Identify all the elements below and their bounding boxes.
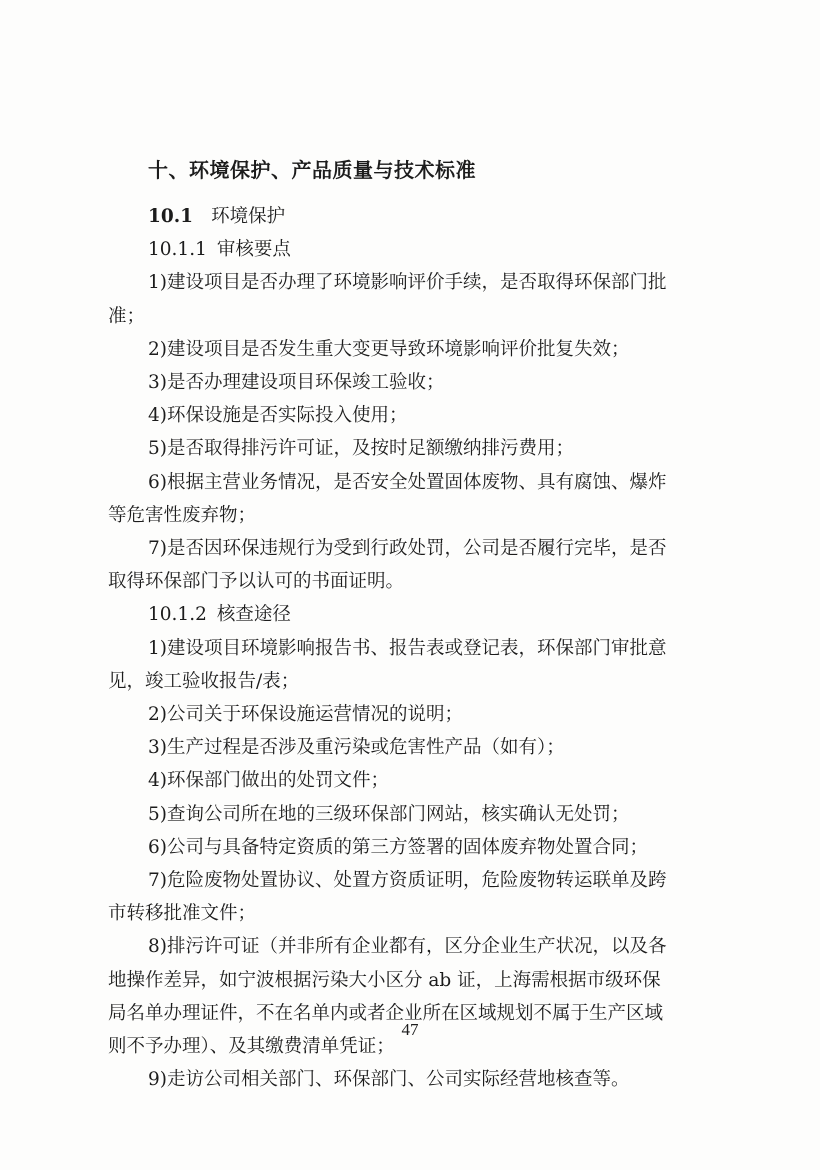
- paragraph-line: 等危害性废弃物；: [108, 504, 257, 526]
- paragraph-line: 9)走访公司相关部门、环保部门、公司实际经营地核查等。: [148, 1069, 630, 1091]
- subsection-number: 10.1.1: [148, 239, 207, 261]
- list-item: [108, 432, 716, 465]
- paragraph-line: 2)建设项目是否发生重大变更导致环境影响评价批复失效；: [148, 338, 630, 360]
- paragraph-line: 6)根据主营业务情况，是否安全处置固体废物、具有腐蚀、爆炸: [148, 471, 667, 493]
- paragraph-line: 局名单办理证件，不在名单内或者企业所在区域规划不属于生产区域: [108, 1002, 664, 1024]
- paragraph-line: 1)建设项目是否办理了环境影响评价手续，是否取得环保部门批: [148, 272, 667, 294]
- list-item: [108, 930, 716, 1063]
- subsection-heading-verification: [108, 598, 716, 631]
- subsection-title: 核查途径: [216, 604, 291, 626]
- section-heading: [108, 200, 716, 233]
- chapter-title: 十、环境保护、产品质量与技术标准: [148, 158, 476, 182]
- list-item: [108, 1063, 716, 1096]
- paragraph-line: 5)是否取得排污许可证，及按时足额缴纳排污费用；: [148, 438, 574, 460]
- list-item: [108, 831, 716, 864]
- section-title: 环境保护: [211, 206, 286, 227]
- list-item: [108, 366, 716, 399]
- list-item: [108, 731, 716, 764]
- paragraph-line: 4)环保部门做出的处罚文件；: [148, 770, 389, 792]
- list-item: [108, 698, 716, 731]
- subsection-heading-review: [108, 233, 716, 266]
- page-number: 47: [401, 1020, 419, 1039]
- paragraph-line: 5)查询公司所在地的三级环保部门网站，核实确认无处罚；: [148, 803, 630, 825]
- paragraph-line: 市转移批准文件；: [108, 903, 257, 925]
- paragraph-line: 7)危险废物处置协议、处置方资质证明，危险废物转运联单及跨: [148, 870, 667, 892]
- list-item: [108, 764, 716, 797]
- paragraph-line: 取得环保部门予以认可的书面证明。: [108, 571, 405, 593]
- list-item: [108, 798, 716, 831]
- list-item: [108, 399, 716, 432]
- list-item: [108, 266, 716, 332]
- paragraph-line: 6)公司与具备特定资质的第三方签署的固体废弃物处置合同；: [148, 836, 648, 858]
- paragraph-line: 则不予办理）、及其缴费清单凭证；: [108, 1036, 395, 1058]
- paragraph-line: 3)生产过程是否涉及重污染或危害性产品（如有）；: [148, 737, 565, 759]
- review-points-list: [108, 266, 716, 598]
- page-content: [108, 152, 716, 1096]
- section-number: 10.1: [148, 206, 194, 227]
- paragraph-line: 见，竣工验收报告/表；: [108, 670, 300, 692]
- paragraph-line: 7)是否因环保违规行为受到行政处罚，公司是否履行完毕，是否: [148, 538, 667, 560]
- paragraph-line: 8)排污许可证（并非所有企业都有，区分企业生产状况，以及各: [148, 936, 667, 958]
- list-item: [108, 532, 716, 598]
- paragraph-line: 准；: [108, 305, 146, 327]
- paragraph-line: 2)公司关于环保设施运营情况的说明；: [148, 704, 463, 726]
- paragraph-line: 4)环保设施是否实际投入使用；: [148, 405, 408, 427]
- paragraph-line: 1)建设项目环境影响报告书、报告表或登记表，环保部门审批意: [148, 637, 667, 659]
- list-item: [108, 864, 716, 930]
- list-item: [108, 632, 716, 698]
- subsection-title: 审核要点: [216, 239, 291, 261]
- list-item: [108, 333, 716, 366]
- paragraph-line: 3)是否办理建设项目环保竣工验收；: [148, 372, 445, 394]
- subsection-number: 10.1.2: [148, 604, 207, 626]
- paragraph-line: 地操作差异，如宁波根据污染大小区分 ab 证，上海需根据市级环保: [108, 969, 661, 991]
- list-item: [108, 466, 716, 532]
